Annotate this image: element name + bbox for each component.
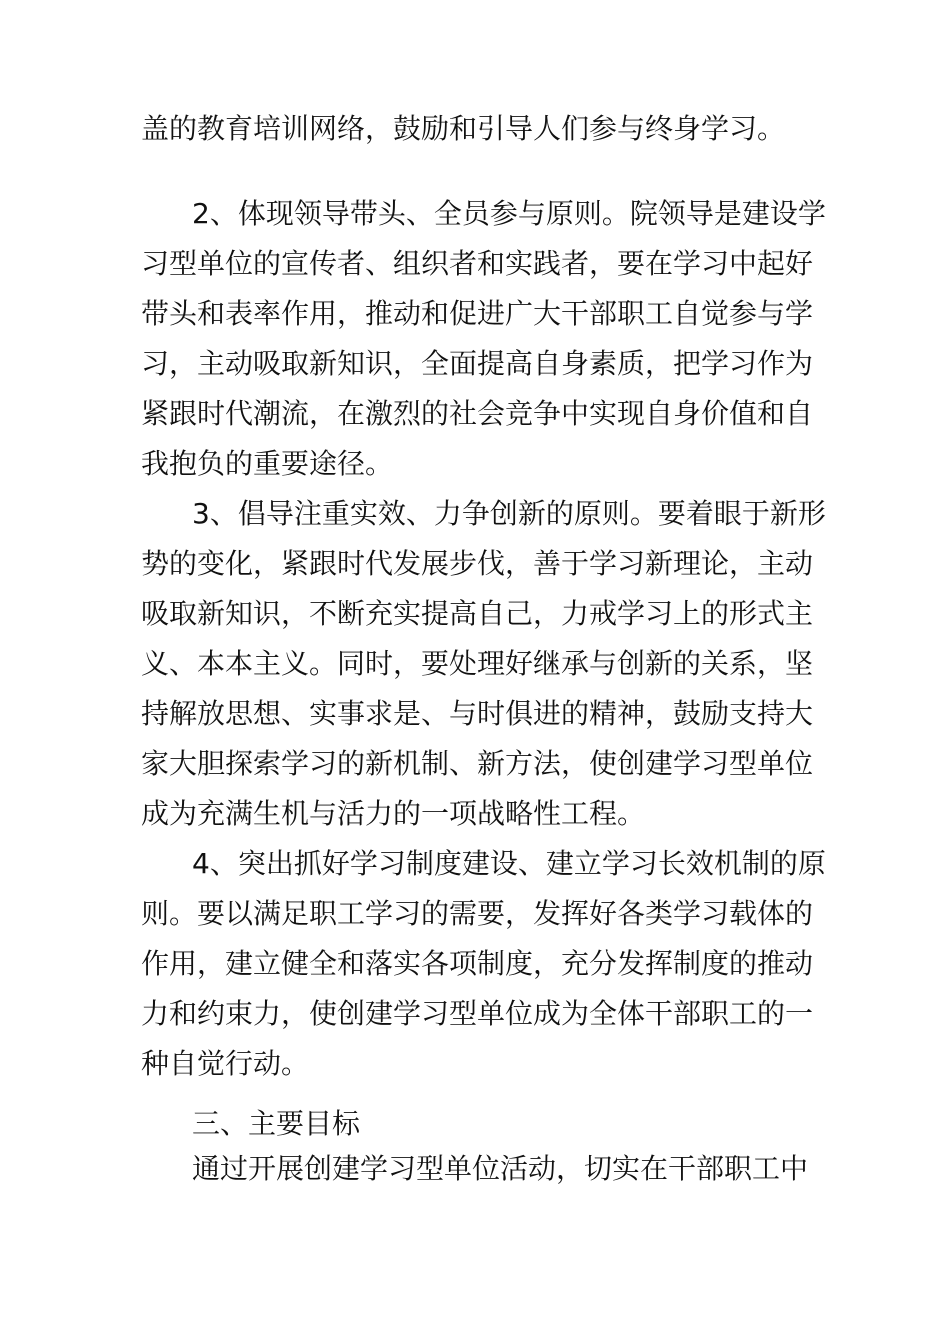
paragraph-line: 吸取新知识，不断充实提高自己，力戒学习上的形式主 — [141, 597, 814, 630]
paragraph-line: 4、突出抓好学习制度建设、建立学习长效机制的原 — [192, 847, 826, 880]
paragraph-line: 习型单位的宣传者、组织者和实践者，要在学习中起好 — [141, 247, 814, 280]
paragraph-line: 家大胆探索学习的新机制、新方法，使创建学习型单位 — [141, 747, 814, 780]
paragraph-line: 紧跟时代潮流，在激烈的社会竞争中实现自身价值和自 — [141, 397, 814, 430]
paragraph-line: 成为充满生机与活力的一项战略性工程。 — [141, 797, 646, 830]
paragraph-line: 习，主动吸取新知识，全面提高自身素质，把学习作为 — [141, 347, 814, 380]
paragraph-line: 作用，建立健全和落实各项制度，充分发挥制度的推动 — [141, 947, 814, 980]
paragraph-line: 势的变化，紧跟时代发展步伐，善于学习新理论，主动 — [141, 547, 814, 580]
paragraph-line: 带头和表率作用，推动和促进广大干部职工自觉参与学 — [141, 297, 814, 330]
section-heading: 三、主要目标 — [192, 1107, 361, 1140]
paragraph-line: 持解放思想、实事求是、与时俱进的精神，鼓励支持大 — [141, 697, 814, 730]
paragraph-line: 力和约束力，使创建学习型单位成为全体干部职工的一 — [141, 997, 814, 1030]
paragraph-line: 我抱负的重要途径。 — [141, 447, 394, 480]
paragraph-line: 则。要以满足职工学习的需要，发挥好各类学习载体的 — [141, 897, 814, 930]
paragraph-line: 通过开展创建学习型单位活动，切实在干部职工中 — [192, 1152, 809, 1185]
paragraph-line: 盖的教育培训网络，鼓励和引导人们参与终身学习。 — [141, 112, 786, 145]
paragraph-line: 种自觉行动。 — [141, 1047, 310, 1080]
paragraph-line: 2、体现领导带头、全员参与原则。院领导是建设学 — [192, 197, 826, 230]
paragraph-line: 义、本本主义。同时，要处理好继承与创新的关系，坚 — [141, 647, 814, 680]
paragraph-line: 3、倡导注重实效、力争创新的原则。要着眼于新形 — [192, 497, 826, 530]
